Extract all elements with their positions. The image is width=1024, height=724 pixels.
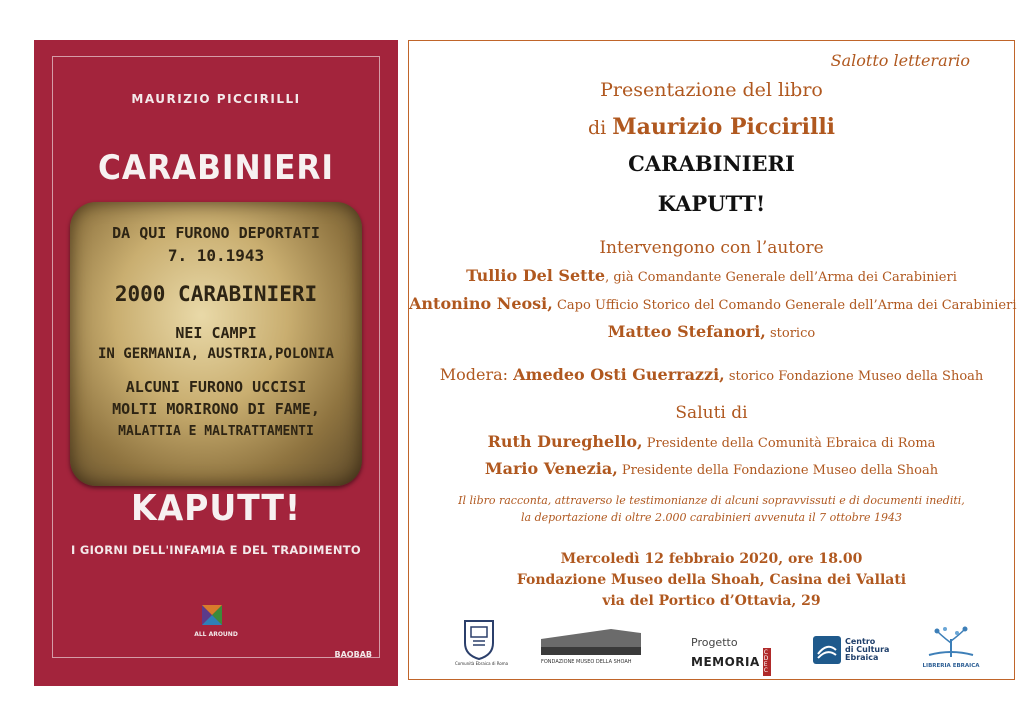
plaque-line: NEI CAMPI bbox=[175, 324, 257, 342]
speaker-row bbox=[409, 322, 1014, 341]
memoria-text: MEMORIA bbox=[691, 655, 760, 669]
greeting-desc: Presidente della Fondazione Museo della Shoah bbox=[617, 463, 939, 478]
book-description-line-2: la deportazione di oltre 2.000 carabinieri avvenuta il 7 ottobre 1943 bbox=[521, 511, 902, 524]
greeting-name: Ruth Dureghello, bbox=[487, 432, 643, 451]
moderator-name: Amedeo Osti Guerrazzi, bbox=[513, 365, 725, 384]
event-date: Mercoledì 12 febbraio 2020, ore 18.00 bbox=[560, 551, 863, 567]
tree-icon bbox=[921, 625, 981, 659]
plaque-line: MALATTIA E MALTRATTAMENTI bbox=[118, 424, 314, 439]
centro-text-3: Ebraica bbox=[845, 653, 879, 662]
centro-text-1: Centro bbox=[845, 637, 876, 646]
cdec-badge: CDEC bbox=[763, 648, 771, 676]
memorial-plaque-image bbox=[70, 202, 362, 486]
museum-building-icon bbox=[541, 629, 641, 655]
speakers-heading: Intervengono con l’autore bbox=[599, 238, 824, 258]
crest-icon bbox=[459, 617, 499, 661]
greeting-name: Mario Venezia, bbox=[484, 459, 618, 478]
moderator-row bbox=[409, 365, 1014, 384]
centro-cultura-icon bbox=[813, 636, 841, 664]
plaque-line: 7. 10.1943 bbox=[167, 246, 265, 265]
greeting-row bbox=[409, 459, 1014, 478]
progetto-memoria-logo bbox=[691, 637, 771, 676]
cover-publisher: BAOBAB bbox=[334, 650, 372, 659]
centro-text-2: di Cultura bbox=[845, 645, 890, 654]
book-description-line-1: Il libro racconta, attraverso le testimonianze di alcuni sopravvissuti e di documenti inediti, bbox=[458, 494, 965, 507]
speaker-name: Antonino Neosi, bbox=[409, 294, 553, 313]
fondazione-logo-text: FONDAZIONE MUSEO DELLA SHOAH bbox=[541, 659, 632, 665]
book-title-line-2: KAPUTT! bbox=[657, 191, 766, 216]
speaker-row bbox=[409, 294, 1017, 313]
book-title-line-1: CARABINIERI bbox=[628, 151, 795, 176]
author-name: Maurizio Piccirilli bbox=[612, 114, 836, 140]
moderator-desc: storico Fondazione Museo della Shoah bbox=[724, 369, 984, 384]
speaker-desc: Capo Ufficio Storico del Comando Generale dell’Arma dei Carabinieri bbox=[552, 298, 1017, 313]
book-cover bbox=[34, 40, 398, 686]
plaque-line: IN GERMANIA, AUSTRIA,POLONIA bbox=[97, 346, 334, 362]
all-around-logo-icon bbox=[199, 602, 225, 628]
plaque-line: MOLTI MORIRONO DI FAME, bbox=[112, 400, 320, 418]
cover-subtitle: I GIORNI DELL'INFAMIA E DEL TRADIMENTO bbox=[70, 543, 362, 557]
libreria-ebraica-logo bbox=[921, 625, 981, 669]
plaque-line: ALCUNI FURONO UCCISI bbox=[125, 378, 307, 396]
moderator-label: Modera: bbox=[439, 365, 514, 384]
speaker-name: Tullio Del Sette bbox=[466, 266, 606, 285]
invitation-card bbox=[408, 40, 1015, 680]
speaker-desc: , già Comandante Generale dell’Arma dei Carabinieri bbox=[605, 270, 957, 285]
cover-author: MAURIZIO PICCIRILLI bbox=[131, 92, 301, 106]
fondazione-museo-logo bbox=[541, 629, 641, 665]
all-around-logo-text: ALL AROUND bbox=[194, 631, 238, 638]
centro-cultura-ebraica-logo bbox=[813, 636, 903, 664]
series-label: Salotto letterario bbox=[830, 51, 970, 70]
greeting-desc: Presidente della Comunità Ebraica di Roma bbox=[642, 436, 936, 451]
speaker-name: Matteo Stefanori, bbox=[607, 322, 766, 341]
cover-title-top: CARABINIERI bbox=[98, 148, 334, 188]
event-address: via del Portico d’Ottavia, 29 bbox=[602, 593, 821, 609]
speaker-desc: storico bbox=[765, 326, 816, 341]
by-prefix: di bbox=[587, 117, 607, 139]
event-venue: Fondazione Museo della Shoah, Casina dei Vallati bbox=[516, 572, 907, 588]
greeting-row bbox=[409, 432, 1014, 451]
plaque-line: 2000 CARABINIERI bbox=[114, 282, 318, 306]
plaque-line: DA QUI FURONO DEPORTATI bbox=[112, 224, 320, 242]
libreria-logo-text: LIBRERIA EBRAICA bbox=[922, 663, 980, 669]
author-line bbox=[409, 114, 1014, 140]
progetto-text: Progetto bbox=[691, 636, 738, 649]
speaker-row bbox=[409, 266, 1014, 285]
comunita-logo-text: Comunità Ebraica di Roma bbox=[455, 661, 509, 666]
comunita-ebraica-logo bbox=[455, 617, 509, 666]
presentation-heading: Presentazione del libro bbox=[600, 79, 823, 101]
greetings-heading: Saluti di bbox=[675, 403, 748, 423]
cover-title-bottom: KAPUTT! bbox=[131, 488, 301, 529]
